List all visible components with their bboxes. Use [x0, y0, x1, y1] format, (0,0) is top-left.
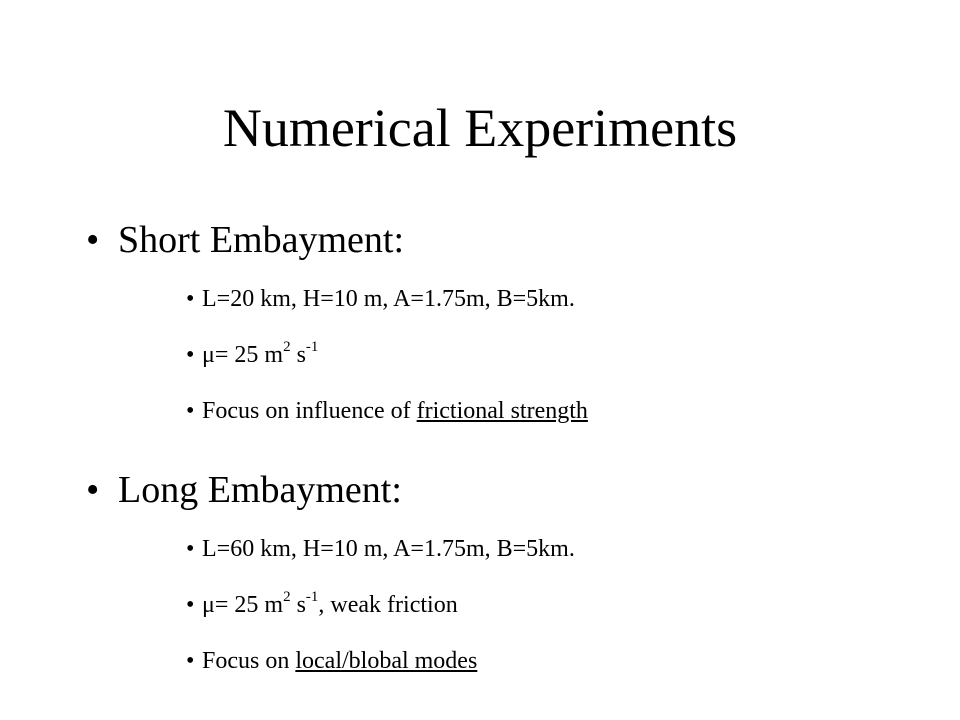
short-item-viscosity [186, 340, 318, 370]
short-embayment-heading [86, 218, 404, 262]
short-item-parameters [186, 284, 575, 314]
bullet: • [86, 469, 100, 511]
focus-underlined: local/blobal modes [295, 648, 478, 674]
short-item-parameters-text: L=20 km, H=10 m, A=1.75m, B=5km. [202, 286, 575, 312]
bullet: • [86, 219, 100, 261]
viscosity-value: = 25 m [214, 592, 284, 618]
unit-s: s [290, 342, 306, 368]
focus-underlined: frictional strength [416, 398, 588, 424]
bullet: • [186, 536, 195, 562]
focus-prefix: Focus on [202, 648, 296, 674]
long-item-parameters-text: L=60 km, H=10 m, A=1.75m, B=5km. [202, 536, 575, 562]
long-item-parameters [186, 534, 575, 564]
viscosity-value: = 25 m [214, 342, 284, 368]
bullet: • [186, 398, 195, 424]
long-item-focus [186, 646, 477, 676]
short-item-focus [186, 396, 588, 426]
bullet: • [186, 286, 195, 312]
slide-title: Numerical Experiments [222, 98, 738, 158]
focus-prefix: Focus on influence of [202, 398, 417, 424]
short-embayment-label: Short Embayment: [118, 219, 405, 261]
bullet: • [186, 592, 195, 618]
exponent: -1 [305, 589, 319, 605]
long-embayment-label: Long Embayment: [118, 469, 402, 511]
exponent: 2 [283, 339, 291, 355]
long-embayment-heading [86, 468, 402, 512]
mu-symbol: μ [202, 342, 215, 368]
viscosity-suffix: , weak friction [318, 592, 458, 618]
unit-s: s [290, 592, 306, 618]
exponent: 2 [283, 589, 291, 605]
mu-symbol: μ [202, 592, 215, 618]
long-item-viscosity [186, 590, 458, 620]
bullet: • [186, 648, 195, 674]
bullet: • [186, 342, 195, 368]
exponent: -1 [305, 339, 319, 355]
